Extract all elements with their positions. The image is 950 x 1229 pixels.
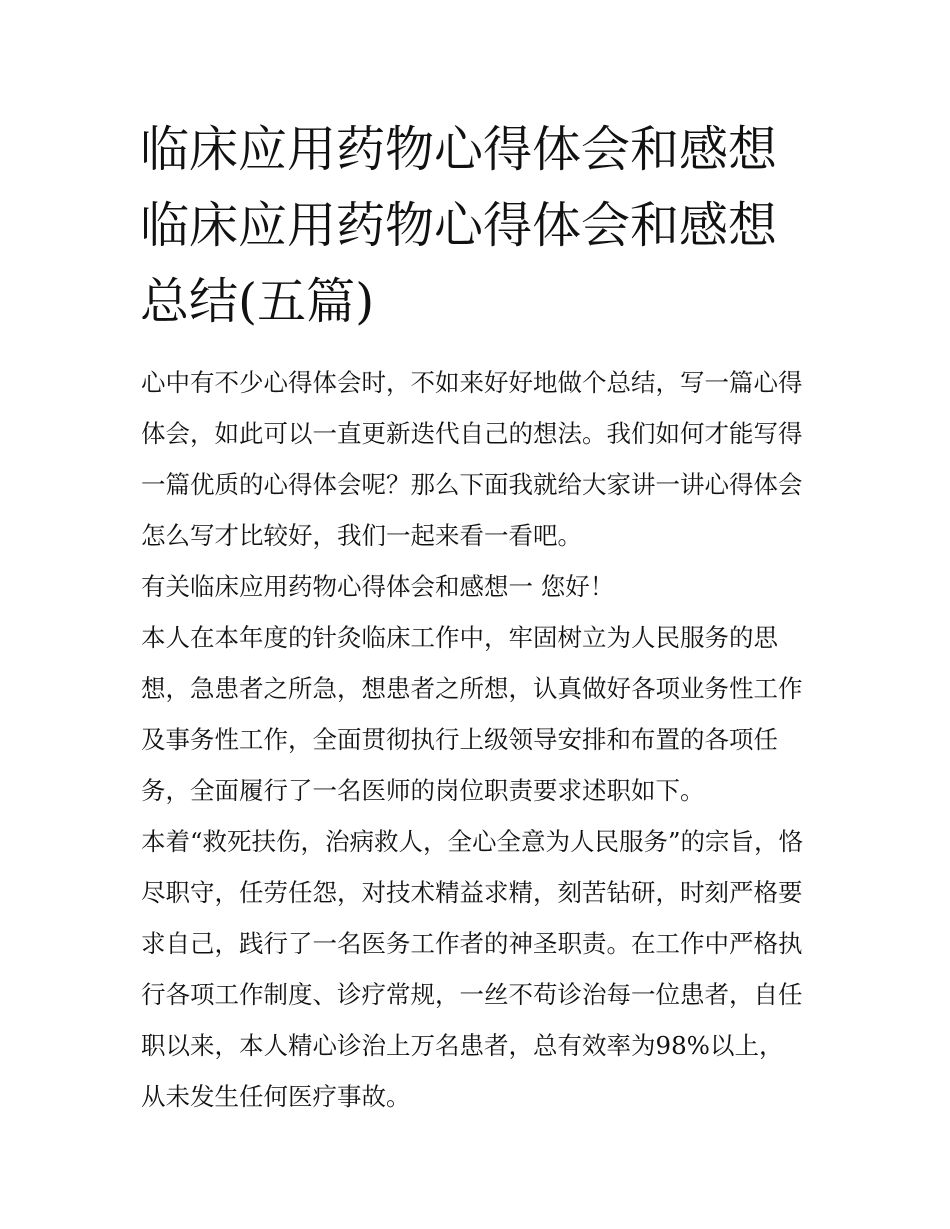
text-line: 尽职守，任劳任怨，对技术精益求精，刻苦钻研，时刻严格要 (141, 878, 803, 907)
section-heading-paragraph (141, 561, 821, 612)
text-line: 务，全面履行了一名医师的岗位职责要求述职如下。 (141, 776, 705, 805)
text-line: 怎么写才比较好，我们一起来看一看吧。 (141, 521, 582, 550)
text-line: 职以来，本人精心诊治上万名患者，总有效率为98%以上， (141, 1031, 784, 1060)
text-line: 求自己，践行了一名医务工作者的神圣职责。在工作中严格执 (141, 929, 803, 958)
text-line: 行各项工作制度、诊疗常规，一丝不苟诊治每一位患者，自任 (141, 980, 803, 1009)
text-line: 有关临床应用药物心得体会和感想一 您好！ (141, 572, 615, 601)
document-body (141, 357, 821, 1122)
title-line: 总结(五篇) (140, 273, 375, 330)
text-line: 及事务性工作，全面贯彻执行上级领导安排和布置的各项任 (141, 725, 778, 754)
intro-paragraph (141, 357, 821, 561)
text-line: 本人在本年度的针灸临床工作中，牢固树立为人民服务的思 (141, 623, 778, 652)
document-title (140, 112, 820, 340)
text-line: 想，急患者之所急，想患者之所想，认真做好各项业务性工作 (141, 674, 803, 703)
text-line: 一篇优质的心得体会呢？那么下面我就给大家讲一讲心得体会 (141, 470, 803, 499)
text-line: 体会，如此可以一直更新迭代自己的想法。我们如何才能写得 (141, 419, 803, 448)
body-paragraph (141, 816, 821, 1122)
text-line: 从未发生任何医疗事故。 (141, 1082, 411, 1111)
body-paragraph (141, 612, 821, 816)
text-line: 心中有不少心得体会时，不如来好好地做个总结，写一篇心得 (141, 368, 803, 397)
text-line: 本着“救死扶伤，治病救人，全心全意为人民服务”的宗旨，恪 (141, 827, 804, 856)
title-line: 临床应用药物心得体会和感想 (140, 121, 778, 178)
title-line: 临床应用药物心得体会和感想 (140, 197, 778, 254)
